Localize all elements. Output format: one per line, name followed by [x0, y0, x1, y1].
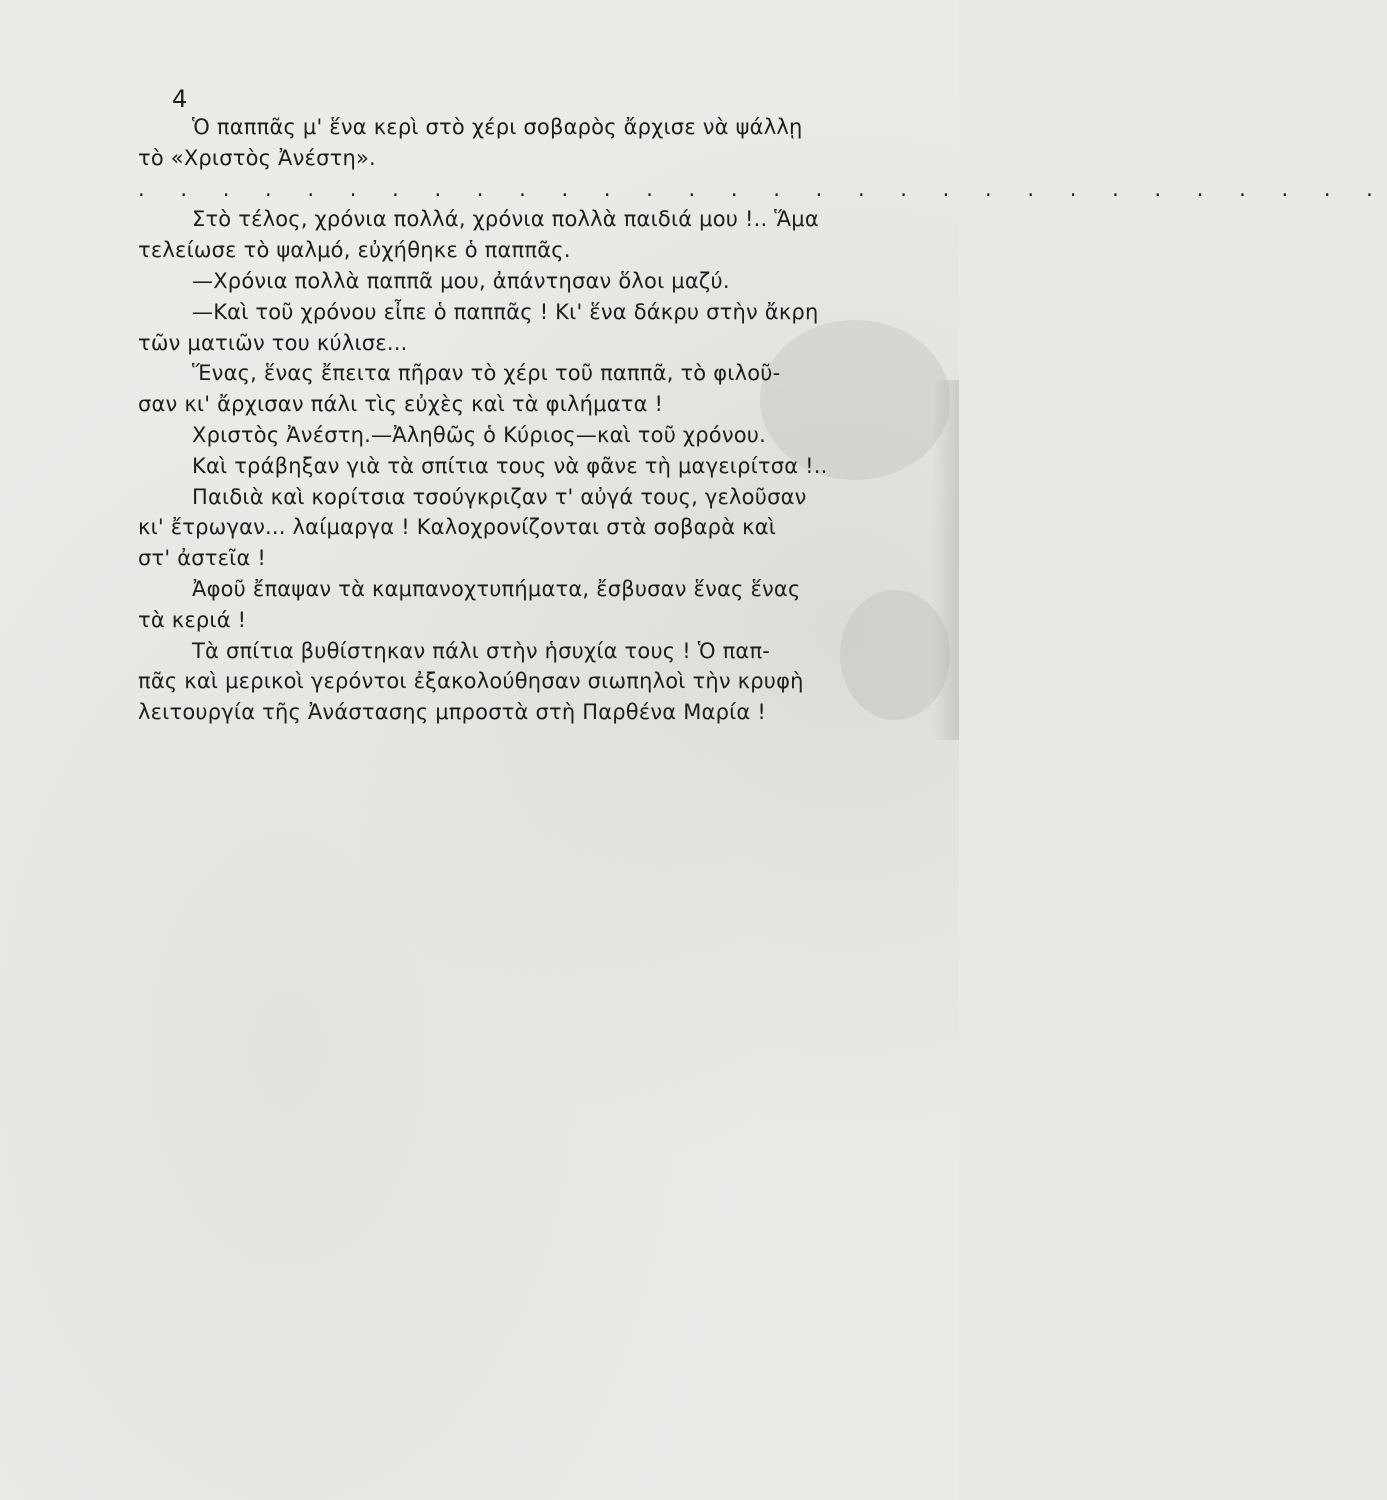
text-line: Καὶ τράβηξαν γιὰ τὰ σπίτια τους νὰ φᾶνε τὴ μαγειρίτσα !.. — [192, 453, 828, 478]
text-line: Τὰ σπίτια βυθίστηκαν πάλι στὴν ἡσυχία τους ! Ὁ παπ- — [192, 638, 771, 663]
text-line: τὰ κεριά ! — [138, 607, 247, 632]
dotted-separator: . . . . . . . . . . . . . . . . . . . . . . . . . . . . . . — [138, 176, 1387, 201]
text-line: σαν κι' ἄρχισαν πάλι τὶς εὐχὲς καὶ τὰ φιλήματα ! — [138, 392, 664, 417]
text-line: —Χρόνια πολλὰ παππᾶ μου, ἀπάντησαν ὅλοι μαζύ. — [192, 268, 730, 293]
page-edge-shadow — [933, 380, 959, 740]
page-number: 4 — [172, 85, 188, 113]
text-line: τελείωσε τὸ ψαλμό, εὐχήθηκε ὁ παππᾶς. — [138, 238, 571, 263]
text-line: τῶν ματιῶν του κύλισε... — [138, 330, 408, 355]
text-line: —Καὶ τοῦ χρόνου εἶπε ὁ παππᾶς ! Κι' ἕνα δάκρυ στὴν ἄκρη — [192, 299, 819, 324]
text-line: πᾶς καὶ μερικοὶ γερόντοι ἐξακολούθησαν σιωπηλοὶ τὴν κρυφὴ — [138, 669, 804, 694]
text-line: Παιδιὰ καὶ κορίτσια τσούγκριζαν τ' αὐγά τους, γελοῦσαν — [192, 484, 807, 509]
text-line: Ἕνας, ἕνας ἔπειτα πῆραν τὸ χέρι τοῦ παππᾶ, τὸ φιλοῦ- — [192, 361, 781, 386]
text-line: Ὁ παππᾶς μ' ἕνα κερὶ στὸ χέρι σοβαρὸς ἄρχισε νὰ ψάλλῃ — [192, 115, 803, 139]
text-line: Ἀφοῦ ἔπαψαν τὰ καμπανοχτυπήματα, ἔσβυσαν ἕνας ἕνας — [192, 576, 801, 601]
text-line: λειτουργία τῆς Ἀνάστασης μπροστὰ στὴ Παρθένα Μαρία ! — [138, 700, 766, 725]
text-line: στ' ἀστεῖα ! — [138, 546, 266, 571]
text-line: τὸ «Χριστὸς Ἀνέστη». — [138, 145, 376, 170]
text-line: Χριστὸς Ἀνέστη.—Ἀληθῶς ὁ Κύριος—καὶ τοῦ χρόνου. — [192, 422, 767, 447]
text-line: Στὸ τέλος, χρόνια πολλά, χρόνια πολλὰ παιδιά μου !.. Ἅμα — [192, 207, 819, 232]
text-line: κι' ἔτρωγαν... λαίμαργα ! Καλοχρονίζονται στὰ σοβαρὰ καὶ — [138, 515, 777, 540]
body-text — [138, 112, 1387, 728]
